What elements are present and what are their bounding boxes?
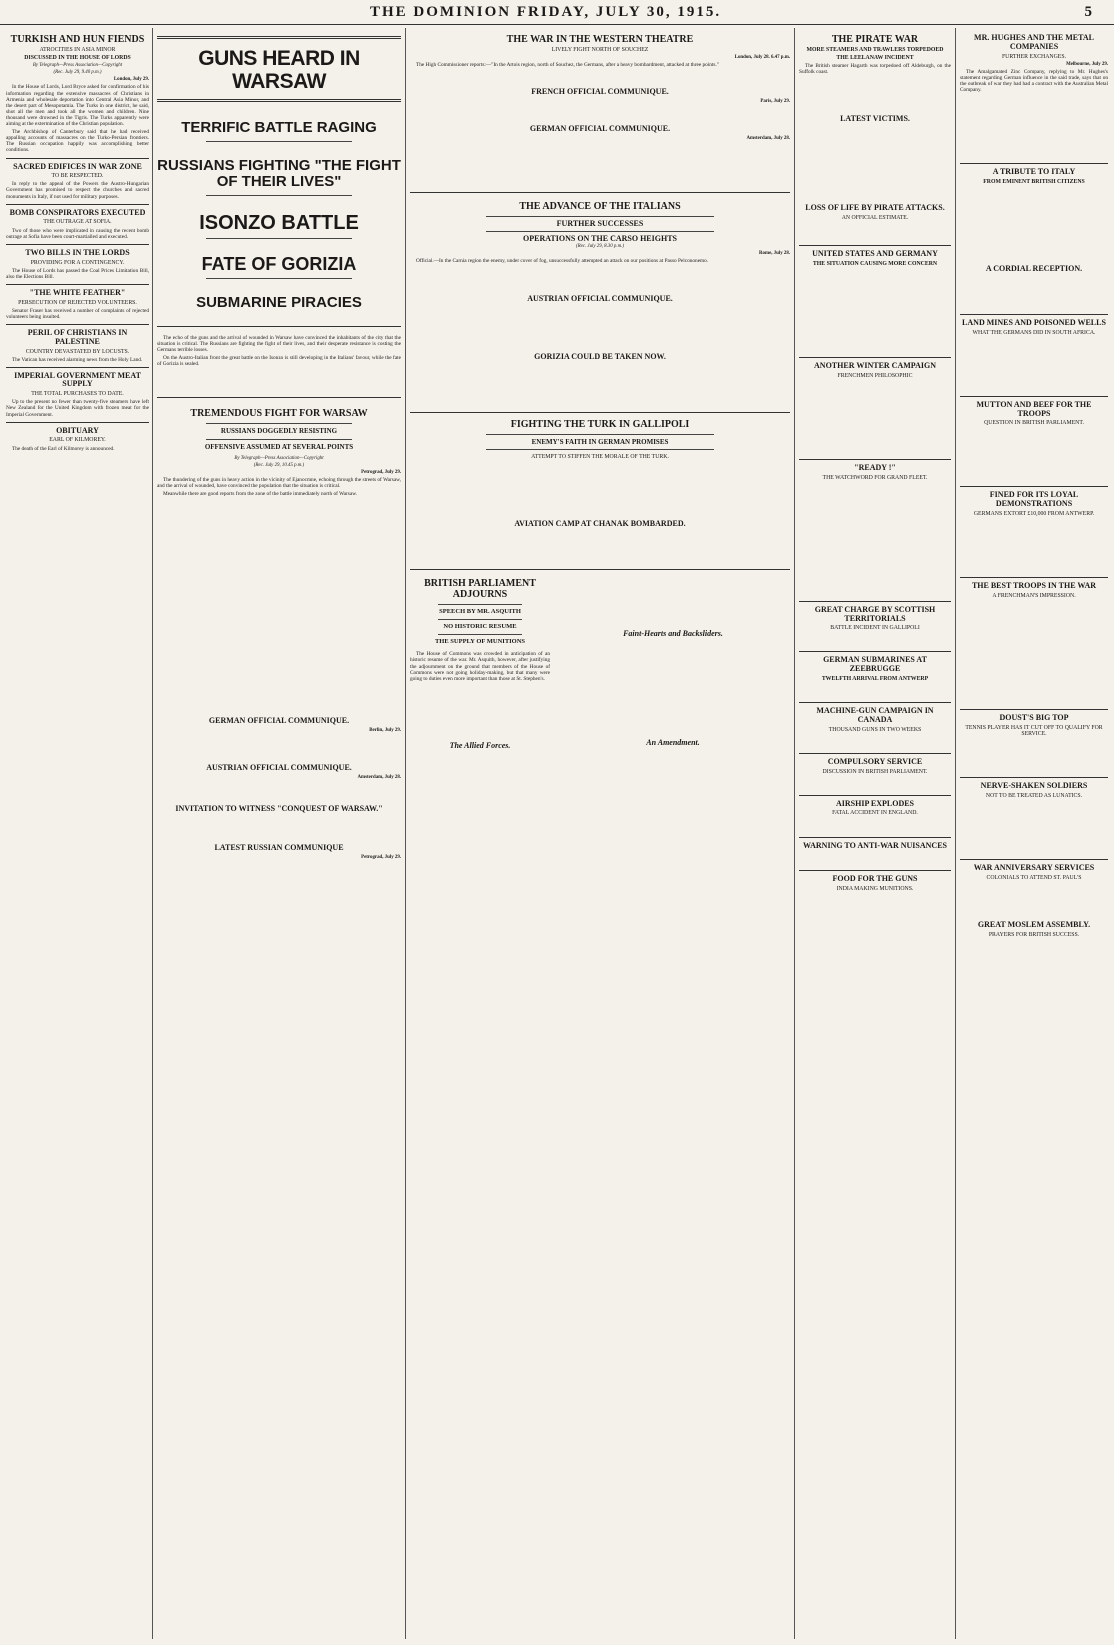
dateline: London, July 29. — [113, 77, 149, 83]
headline: FIGHTING THE TURK IN GALLIPOLI — [510, 419, 690, 431]
headline: GERMAN OFFICIAL COMMUNIQUE. — [529, 124, 671, 134]
headline: RUSSIANS FIGHTING "THE FIGHT OF THEIR LIVES" — [157, 156, 401, 191]
headline: LATEST RUSSIAN COMMUNIQUE — [214, 842, 344, 852]
headline: FINED FOR ITS LOYAL DEMONSTRATIONS — [989, 490, 1079, 509]
article-paragraph: Official.—In the Carnia region the enemy, under cover of fog, unsuccessfully attempted an attack on our positions at Passo Pelcononemo. — [416, 258, 709, 265]
subheadline: THE TOTAL PURCHASES TO DATE. — [31, 391, 124, 398]
headline: DOUST'S BIG TOP — [999, 713, 1069, 722]
headline: IMPERIAL GOVERNMENT MEAT SUPPLY — [14, 370, 141, 389]
subheadline: NOT TO BE TREATED AS LUNATICS. — [985, 792, 1083, 799]
headline: TURKISH AND HUN FIENDS — [10, 34, 145, 45]
dateline: Berlin, July 29. — [369, 728, 401, 733]
column-rule — [405, 28, 406, 1639]
column-rule — [794, 28, 795, 1639]
article-paragraph: The echo of the guns and the arrival of wounded in Warsaw have convinced the inhabitants of the city that the situation is critical. The Russians are fighting the fight of their lives, and their desperate resistance is costing the Germans terrible losses. — [157, 334, 401, 354]
headline: AVIATION CAMP AT CHANAK BOMBARDED. — [514, 519, 686, 529]
subheadline: THE WATCHWORD FOR GRAND FLEET. — [822, 474, 928, 481]
column-rule — [955, 28, 956, 1639]
headline: FATE OF GORIZIA — [201, 253, 357, 274]
subheadline: LIVELY FIGHT NORTH OF SOUCHEZ — [551, 47, 649, 53]
article-paragraph: Senator Fraser has received a number of complaints of rejected volunteers being insulted. — [6, 307, 149, 320]
headline: SUBMARINE PIRACIES — [196, 294, 362, 312]
headline: TERRIFIC BATTLE RAGING — [181, 119, 377, 137]
subheadline: FURTHER EXCHANGES. — [1001, 53, 1067, 60]
headline: GERMAN SUBMARINES AT ZEEBRUGGE — [823, 655, 927, 674]
headline: TWO BILLS IN THE LORDS — [25, 247, 130, 257]
subheadline: A FRENCHMAN'S IMPRESSION. — [992, 592, 1076, 599]
subheadline: THE LEELANAW INCIDENT — [836, 55, 914, 62]
headline: GREAT CHARGE BY SCOTTISH TERRITORIALS — [814, 604, 936, 623]
dateline: (Rec. July 29, 8.30 p.m.) — [576, 244, 624, 250]
subheadline: NO HISTORIC RESUME — [443, 623, 517, 631]
subheadline: WHAT THE GERMANS DID IN SOUTH AFRICA. — [972, 329, 1096, 336]
headline: UNITED STATES AND GERMANY — [812, 249, 938, 259]
subheadline: PROVIDING FOR A CONTINGENCY. — [30, 259, 125, 266]
main-headline: GUNS HEARD IN WARSAW — [198, 47, 360, 94]
headline: MR. HUGHES AND THE METAL COMPANIES — [974, 33, 1094, 51]
subheadline: TWELFTH ARRIVAL FROM ANTWERP — [821, 676, 929, 683]
dateline: (Rec. July 29, 9.40 p.m.) — [53, 70, 102, 76]
subheadline: DISCUSSION IN BRITISH PARLIAMENT. — [822, 768, 928, 775]
headline: FRENCH OFFICIAL COMMUNIQUE. — [531, 87, 669, 97]
headline: WARNING TO ANTI-WAR NUISANCES — [803, 840, 947, 850]
subheadline: INDIA MAKING MUNITIONS. — [836, 886, 914, 893]
dateline: London, July 28. 6.47 p.m. — [734, 55, 790, 61]
headline: "READY !" — [854, 462, 896, 472]
headline: LATEST VICTIMS. — [840, 114, 910, 124]
subheadline: BATTLE INCIDENT IN GALLIPOLI — [830, 625, 920, 632]
headline: TREMENDOUS FIGHT FOR WARSAW — [190, 408, 368, 420]
byline: By Telegraph—Press Association—Copyright — [234, 455, 324, 461]
byline: By Telegraph—Press Association—Copyright — [32, 63, 123, 69]
headline: AUSTRIAN OFFICIAL COMMUNIQUE. — [206, 763, 352, 773]
article-paragraph: The House of Lords has passed the Coal Prices Limitation Bill, also the Elections Bill. — [6, 267, 149, 280]
headline: BRITISH PARLIAMENT ADJOURNS — [424, 578, 536, 601]
subheadline: QUESTION IN BRITISH PARLIAMENT. — [984, 420, 1084, 427]
column-rule — [152, 28, 153, 1639]
subheadline: OFFENSIVE ASSUMED AT SEVERAL POINTS — [204, 442, 354, 451]
headline: MACHINE-GUN CAMPAIGN IN CANADA — [816, 706, 934, 724]
dateline: (Rec. July 29, 10.45 p.m.) — [253, 462, 305, 468]
dateline: Amsterdam, July 28. — [357, 774, 401, 780]
headline: LAND MINES AND POISONED WELLS — [962, 317, 1106, 327]
headline: ANOTHER WINTER CAMPAIGN — [814, 360, 936, 370]
headline: BOMB CONSPIRATORS EXECUTED — [9, 207, 146, 217]
article-paragraph: In reply to the appeal of the Powers the Austro-Hungarian Government has promised to respect the churches and sacred monuments in Italy, if not used for military purposes. — [6, 181, 149, 200]
article-paragraph: Meanwhile there are good reports from the zone of the battle immediately north of Warsaw. — [163, 491, 358, 498]
article-paragraph: Up to the present no fewer than twenty-five steamers have left New Zealand for the United Kingdom with frozen meat for the Imperial Government. — [6, 399, 149, 418]
headline: GREAT MOSLEM ASSEMBLY. — [977, 919, 1091, 929]
subheadline: THE OUTRAGE AT SOFIA. — [43, 219, 112, 226]
headline: "THE WHITE FEATHER" — [29, 287, 126, 297]
headline: MUTTON AND BEEF FOR THE TROOPS — [976, 399, 1092, 418]
column-3 — [410, 30, 790, 1638]
subheadline: THE SITUATION CAUSING MORE CONCERN — [812, 260, 938, 267]
dateline: Petrograd, July 29. — [361, 854, 401, 860]
subheadline: FRENCHMEN PHILOSOPHIC — [837, 372, 913, 379]
article-paragraph: Two of those who were implicated in causing the recent bomb outrage at Sofia have been court-martialled and executed. — [6, 227, 149, 240]
subheadline: EARL OF KILMOREY. — [49, 437, 106, 444]
headline: NERVE-SHAKEN SOLDIERS — [980, 780, 1088, 790]
dateline: Petrograd, July 29. — [361, 469, 401, 475]
subheadline: GERMANS EXTORT £10,000 FROM ANTWERP. — [973, 511, 1095, 518]
headline: SACRED EDIFICES IN WAR ZONE — [13, 161, 142, 171]
article-paragraph: The Amalgamated Zinc Company, replying to Mr. Hughes's statement regarding German influence in the said trade, says that on the outbreak of war they had had a contract with the Australian Metal Company. — [960, 68, 1108, 94]
subheadline: AN OFFICIAL ESTIMATE. — [841, 214, 909, 221]
subheadline: FROM EMINENT BRITISH CITIZENS — [983, 178, 1085, 185]
headline: An Amendment. — [646, 737, 700, 747]
headline: COMPULSORY SERVICE — [827, 756, 923, 766]
subheadline: THE SUPPLY OF MUNITIONS — [434, 638, 526, 646]
dateline: Rome, July 28. — [759, 251, 790, 257]
article-paragraph: The British steamer Hagarth was torpedoed off Aldeburgh, on the Suffolk coast. — [799, 63, 951, 76]
headline: AIRSHIP EXPLODES — [835, 798, 915, 808]
article-paragraph: The Archbishop of Canterbury said that he had received appalling accounts of massacres on the Turko-Persian frontiers. The Russian occupation happily was accomplishing better conditions. — [6, 129, 149, 154]
article-paragraph: The High Commissioner reports:—"In the Artois region, north of Souchez, the Germans, after a heavy bombardment, attacked at three points." — [416, 62, 719, 69]
article-paragraph: The Vatican has received alarming news from the Holy Land. — [12, 356, 143, 363]
article-paragraph: The death of the Earl of Kilmorey is announced. — [12, 445, 115, 452]
subheadline: ATROCITIES IN ASIA MINOR — [39, 47, 116, 53]
headline: THE WAR IN THE WESTERN THEATRE — [506, 34, 694, 45]
column-1 — [6, 30, 149, 1638]
subheadline: FATAL ACCIDENT IN ENGLAND. — [832, 810, 918, 817]
headline: PERIL OF CHRISTIANS IN PALESTINE — [27, 327, 128, 346]
article-paragraph: On the Austro-Italian front the great battle on the Isonzo is still developing in the Italians' favour, while the fate of Gorizia is sealed. — [157, 355, 401, 368]
headline: LOSS OF LIFE BY PIRATE ATTACKS. — [805, 203, 945, 213]
subheadline: TO BE RESPECTED. — [51, 173, 104, 180]
subheadline: FURTHER SUCCESSES — [556, 219, 644, 229]
dateline: Paris, July 29. — [760, 99, 790, 105]
headline: THE PIRATE WAR — [831, 34, 919, 45]
column-5 — [960, 30, 1108, 1638]
subheadline: ENEMY'S FAITH IN GERMAN PROMISES — [531, 438, 669, 447]
headline: GORIZIA COULD BE TAKEN NOW. — [534, 352, 666, 362]
subheadline: SPEECH BY MR. ASQUITH — [439, 608, 521, 616]
column-4 — [799, 30, 951, 1638]
headline: ISONZO BATTLE — [199, 211, 359, 234]
headline: FOOD FOR THE GUNS — [832, 874, 918, 884]
subheadline: TENNIS PLAYER HAS IT CUT OFF TO QUALIFY FOR SERVICE. — [965, 724, 1103, 737]
headline: AUSTRIAN OFFICIAL COMMUNIQUE. — [527, 293, 673, 303]
newspaper-title: THE DOMINION FRIDAY, JULY 30, 1915. — [370, 4, 722, 20]
subheadline: MORE STEAMERS AND TRAWLERS TORPEDOED — [806, 47, 944, 53]
subheadline: PRAYERS FOR BRITISH SUCCESS. — [988, 931, 1080, 938]
headline: A CORDIAL RECEPTION. — [985, 264, 1083, 274]
headline: INVITATION TO WITNESS "CONQUEST OF WARSAW." — [175, 803, 383, 813]
headline: THE BEST TROOPS IN THE WAR — [971, 581, 1097, 591]
column-2 — [157, 30, 401, 1638]
headline: A TRIBUTE TO ITALY — [992, 167, 1076, 177]
subheadline: RUSSIANS DOGGEDLY RESISTING — [220, 427, 338, 436]
dateline: Melbourne, July 29. — [1066, 61, 1108, 67]
headline: The Allied Forces. — [449, 740, 511, 750]
subheadline: PERSECUTION OF REJECTED VOLUNTEERS. — [18, 299, 137, 306]
headline: THE ADVANCE OF THE ITALIANS — [519, 201, 681, 213]
page-number: 5 — [1084, 4, 1092, 20]
headline: Faint-Hearts and Backsliders. — [623, 629, 723, 639]
headline: GERMAN OFFICIAL COMMUNIQUE. — [208, 716, 350, 726]
headline: OBITUARY — [56, 425, 99, 435]
article-paragraph: In the House of Lords, Lord Bryce asked for confirmation of his information regarding the extensive massacres of Christians in Armenia and wholesale deportation into Central Asia Minor, and the desert part of Mesopotamia. The Turks in one district, he said, shot all the men and took all the women and children. Nine thousand were drowned in the Tigris. The Turks apparently were aiming at the extermination of the Christian population. — [6, 84, 149, 128]
subheadline: COLONIALS TO ATTEND ST. PAUL'S — [986, 874, 1082, 881]
subheadline: ATTEMPT TO STIFFEN THE MORALE OF THE TURK. — [531, 454, 669, 461]
subheadline: COUNTRY DEVASTATED BY LOCUSTS. — [25, 348, 130, 355]
subheadline: OPERATIONS ON THE CARSO HEIGHTS — [523, 234, 677, 244]
headline: WAR ANNIVERSARY SERVICES — [973, 862, 1095, 872]
masthead — [0, 0, 1114, 25]
dateline: Amsterdam, July 28. — [746, 135, 790, 141]
subheadline: DISCUSSED IN THE HOUSE OF LORDS — [24, 55, 131, 62]
subheadline: THOUSAND GUNS IN TWO WEEKS — [828, 726, 922, 733]
article-paragraph: The House of Commons was crowded in anticipation of an historic resume of the war. Mr. Asquith, however, after justifying the adjournment on the ground that members of the House of Commons were not going holiday-making, but that many were going to duties even more important than those at St. Stephen's. — [410, 651, 550, 682]
article-paragraph: The thundering of the guns in heavy action in the vicinity of Ejanocmne, echoing through the streets of Warsaw, and the arrival of wounded, have convinced the population that the situation is critical. — [157, 476, 401, 490]
